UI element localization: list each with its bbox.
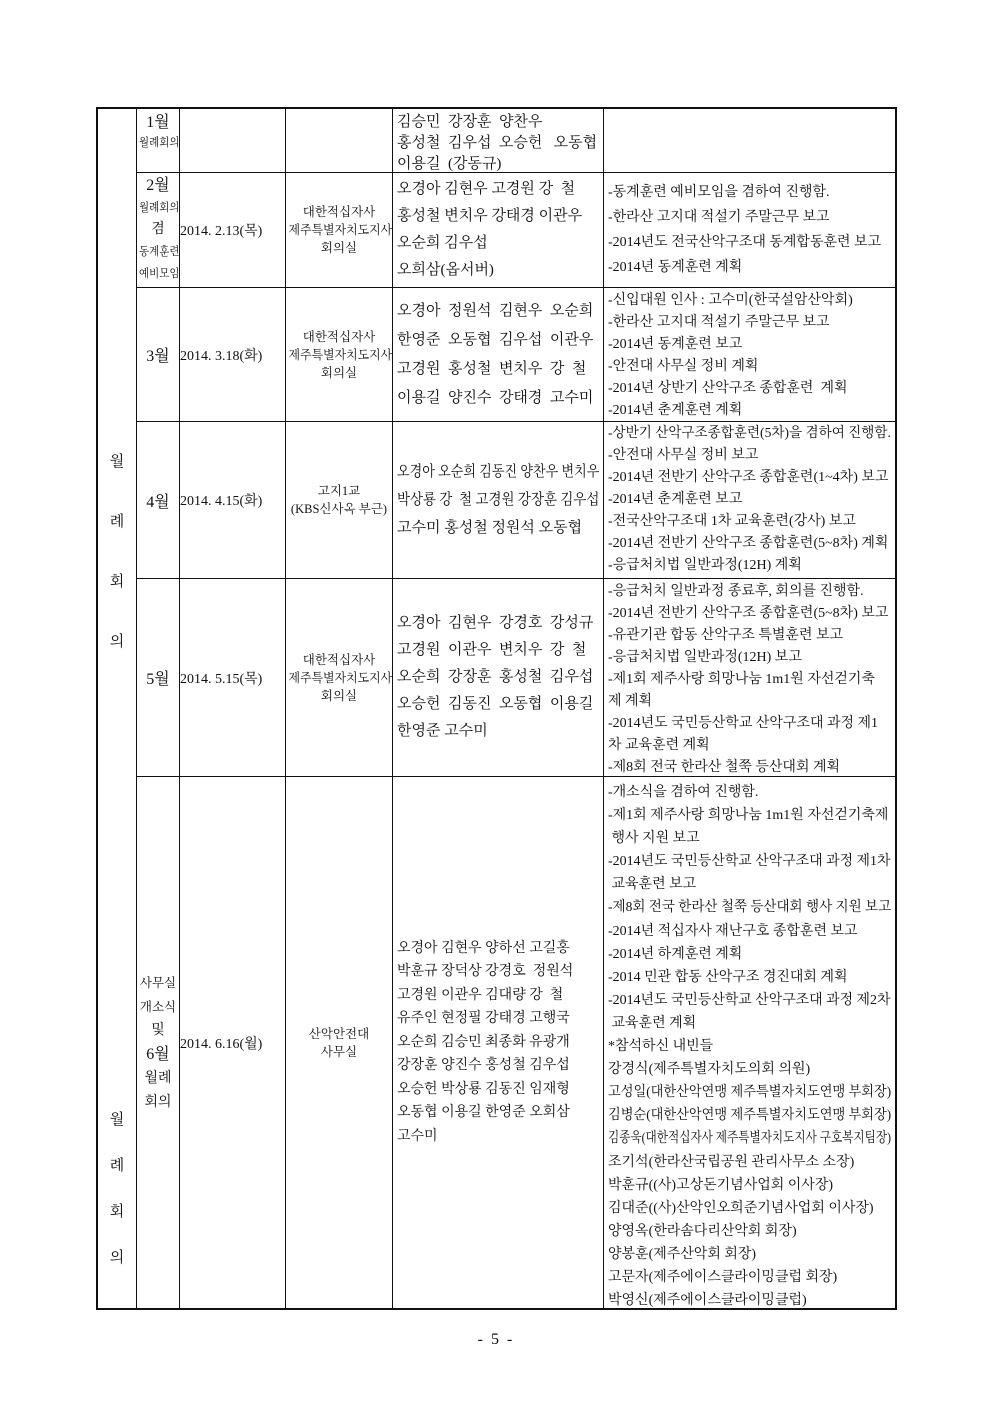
table-row-feb (137, 173, 895, 288)
group-label-char: 례 (109, 514, 125, 530)
note-line-text: 김종욱(대한적십자사 제주특별자치도지사 구호복지팀장) (608, 1131, 891, 1147)
note-line (608, 691, 893, 713)
note-line-text: -2014년 동계훈련 보고 (608, 337, 743, 352)
group-label-char: 월 (109, 454, 125, 470)
note-line (608, 1127, 893, 1150)
note-line-text: -안전대 사무실 정비 보고 (608, 448, 759, 463)
meeting-date (180, 220, 285, 240)
month-label-line (137, 995, 179, 1019)
month-label-line-text: 2월 (146, 177, 170, 194)
month-label-line-text: 월례 (144, 1070, 172, 1086)
attendee-line (397, 326, 601, 355)
note-line-text: 김병순(대한산악연맹 제주특별자치도연맹 부회장) (608, 1108, 892, 1124)
note-line-text: -2014년 상반기 산악구조 종합훈련 계획 (608, 381, 848, 396)
meeting-date (180, 345, 285, 365)
location-line-text: 사무실 (320, 1044, 358, 1059)
note-line-text: -2014 민관 합동 산악구조 경진대회 계획 (608, 969, 848, 985)
group-label-char: 의 (109, 634, 125, 650)
meeting-date-text: 2014. 3.18(화) (180, 348, 263, 364)
attendee-line-text: 고경원 이관우 김대량 강 철 (397, 987, 564, 1003)
month-cell (137, 422, 180, 578)
location-line (286, 1043, 392, 1061)
attendee-line (397, 297, 601, 326)
month-label-line-text: 회의 (144, 1094, 172, 1110)
attendee-line-text: 유주인 현정필 강태경 고행국 (397, 1011, 570, 1027)
table-row-may (137, 579, 895, 777)
note-line (608, 555, 893, 577)
month-label-line-text: 6월 (146, 1045, 170, 1063)
note-line-text: -응급처치법 일반과정(12H) 보고 (608, 650, 802, 665)
attendee-line-text: 한영준 오동협 김우섭 이관우 (397, 331, 594, 348)
note-line (608, 356, 893, 378)
page-number: - 5 - (477, 1331, 515, 1348)
date-cell (180, 109, 286, 172)
date-cell (180, 579, 286, 776)
group-label-char: 회 (109, 1204, 125, 1220)
note-line-text: 행사 지원 보고 (608, 831, 700, 847)
note-line (608, 1243, 893, 1266)
notes-cell (604, 579, 895, 776)
attendee-line-text: 홍성철 김우섭 오승헌 오동협 (397, 135, 598, 151)
date-cell (180, 288, 286, 421)
month-cell (137, 579, 180, 776)
meeting-date-text: 2014. 2.13(목) (180, 224, 263, 239)
note-line-text: 교육훈련 계획 (608, 1015, 697, 1031)
note-line-text: -안전대 사무실 정비 계획 (608, 359, 759, 374)
note-line-text: -2014년 춘계훈련 보고 (608, 492, 743, 507)
note-line (608, 489, 893, 511)
note-line (608, 827, 893, 850)
location-cell (286, 579, 393, 776)
note-line (608, 1266, 893, 1289)
location-cell (286, 109, 393, 172)
month-label-line-text: 예비모임 (139, 268, 180, 280)
attendee-line (397, 133, 601, 154)
month-label-line-text: 1월 (146, 114, 170, 131)
date-cell (180, 422, 286, 578)
attendee-line-text: 고경원 홍성철 변치우 강 철 (397, 360, 587, 377)
note-line-text: -2014년 하계훈련 계획 (608, 946, 743, 962)
note-line (608, 334, 893, 356)
note-line (608, 400, 893, 421)
month-label-line-text: 사무실 (139, 975, 177, 990)
group-label-char: 월 (109, 1112, 125, 1128)
table-row-jun (137, 777, 895, 1308)
table-row-jan (137, 109, 895, 173)
location-line (286, 482, 392, 500)
note-line (608, 290, 893, 312)
note-line-text: -개소식을 겸하여 진행함. (608, 785, 759, 800)
attendee-line (397, 1007, 601, 1031)
note-line (608, 943, 893, 966)
note-line-text: 교육훈련 보고 (608, 877, 697, 893)
location-line-text: 제주특별자치도지사 (288, 347, 393, 362)
month-label-line-text: 겸 (151, 222, 165, 237)
note-line-text: -2014년도 국민등산학교 산악구조대 과정 제2차 (608, 992, 891, 1008)
note-line (608, 966, 893, 989)
note-line-text: -2014년 전반기 산악구조 종합훈련(5~8차) 보고 (608, 606, 889, 621)
note-line (608, 581, 893, 603)
month-label-line (137, 197, 179, 219)
location-cell (286, 777, 393, 1308)
attendee-line (397, 154, 601, 172)
attendee-line-text: 오경아 김현우 양하선 고길홍 (397, 940, 570, 956)
note-line-text: -한라산 고지대 적설기 주말근무 보고 (608, 210, 830, 225)
attendee-line (397, 664, 601, 691)
attendee-line (397, 691, 601, 718)
note-line (608, 850, 893, 873)
group-label-char: 의 (109, 1250, 125, 1266)
month-label-line (137, 133, 179, 153)
note-line (608, 713, 893, 735)
attendee-line-text: 오경아 정원석 김현우 오순희 (397, 302, 594, 319)
attendee-line-text: 오동협 이용길 한영준 오회삼 (397, 1105, 570, 1121)
location-line-text: 회의실 (320, 365, 358, 380)
month-label-line (137, 175, 179, 197)
note-line (608, 920, 893, 943)
month-cell (137, 173, 180, 287)
note-line (608, 804, 893, 827)
meeting-date-text: 2014. 6.16(월) (180, 1036, 263, 1052)
note-line (608, 1081, 893, 1104)
note-line (608, 180, 893, 205)
group-label-char: 례 (109, 1158, 125, 1174)
attendee-line (397, 230, 601, 257)
location-line (286, 346, 392, 364)
note-line (608, 603, 893, 625)
note-line-text: 고문자(제주에이스클라이밍클럽 회장) (608, 1269, 838, 1285)
location-line-text: 대한적십자사 (302, 205, 376, 219)
attendee-line (397, 1101, 601, 1125)
date-cell (180, 173, 286, 287)
note-line-text: -한라산 고지대 적설기 주말근무 보고 (608, 315, 830, 330)
location-line (286, 203, 392, 221)
notes-cell (604, 288, 895, 421)
note-line-text: 제 계획 (608, 694, 653, 709)
attendee-line (397, 1078, 601, 1102)
note-line-text: -유관기관 합동 산악구조 특별훈련 보고 (608, 628, 844, 643)
month-label-line (137, 241, 179, 263)
attendee-line-text: 박상룡 강 철 고경원 강장훈 김우섭 (397, 492, 600, 508)
attendee-line-text: 김승민 강장훈 양찬우 (397, 114, 543, 130)
note-line (608, 1012, 893, 1035)
month-cell (137, 109, 180, 172)
attendee-line (397, 984, 601, 1008)
month-label-line-text: 3월 (146, 348, 170, 365)
attendees-cell (393, 422, 604, 578)
note-line (608, 896, 893, 919)
month-label-line (137, 971, 179, 995)
location-line-text: (KBS신사옥 부근) (290, 502, 388, 516)
notes-cell (604, 777, 895, 1308)
note-line (608, 423, 893, 445)
note-line-text: 고성일(대한산악연맹 제주특별자치도연맹 부회장) (608, 1085, 892, 1101)
meeting-date (180, 1033, 285, 1053)
table-row-mar (137, 288, 895, 422)
note-line-text: 양영옥(한라솜다리산악회 회장) (608, 1223, 797, 1239)
note-line (608, 1197, 893, 1220)
attendee-line-text: 오희삼(옵서버) (397, 262, 494, 278)
note-line (608, 1104, 893, 1127)
note-line (608, 781, 893, 804)
attendee-line-text: 오승헌 박상룡 김동진 임재형 (397, 1081, 570, 1097)
attendee-line (397, 937, 601, 961)
group-column (98, 109, 137, 1308)
note-line (608, 467, 893, 489)
meeting-date-text: 2014. 4.15(화) (180, 494, 263, 509)
attendee-line (397, 637, 601, 664)
note-line-text: 차 교육훈련 계획 (608, 738, 710, 753)
group-label-monthly-meeting-2 (98, 1113, 136, 1266)
location-line-text: 회의실 (320, 241, 358, 255)
attendee-line-text: 오경아 오순희 김동진 양찬우 변치우 (397, 464, 600, 480)
group-label-monthly-meeting-1 (98, 455, 136, 650)
attendees-cell (393, 579, 604, 776)
location-cell (286, 173, 393, 287)
month-label-line (137, 219, 179, 241)
attendee-line-text: 박훈규 장덕상 강경호 정원석 (397, 964, 574, 980)
location-line (286, 651, 392, 669)
location-line-text: 대한적십자사 (302, 329, 376, 344)
meeting-date (180, 490, 285, 510)
month-label-line (137, 263, 179, 285)
note-line-text: -제8회 전국 한라산 철쭉 등산대회 행사 지원 보고 (608, 900, 892, 916)
note-line-text: -제1회 제주사랑 희망나눔 1m1원 자선걷기축 (608, 672, 875, 687)
note-line (608, 230, 893, 255)
location-line-text: 회의실 (320, 688, 358, 703)
attendee-line (397, 486, 601, 514)
attendee-line (397, 458, 601, 486)
meeting-date-text: 2014. 5.15(목) (180, 671, 263, 687)
note-line-text: 강경식(제주특별자치도의회 의원) (608, 1062, 811, 1078)
month-label-line (137, 1043, 179, 1067)
notes-cell (604, 109, 895, 172)
month-label-line (137, 666, 179, 689)
location-line-text: 제주특별자치도지사 (288, 223, 393, 237)
note-line (608, 1058, 893, 1081)
note-line-text: *참석하신 내빈들 (608, 1039, 714, 1055)
group-label-char: 회 (109, 574, 125, 590)
note-line (608, 757, 893, 776)
attendee-line (397, 257, 601, 284)
note-line (608, 1289, 893, 1308)
monthly-meeting-table (96, 107, 897, 1310)
attendee-line-text: 고수미 홍성철 정원석 오동협 (397, 520, 583, 536)
location-line (286, 1025, 392, 1043)
note-line-text: -2014년 전반기 산악구조 종합훈련(1~4차) 보고 (608, 470, 889, 485)
location-line-text: 대한적십자사 (302, 652, 376, 667)
attendee-line-text: 오순희 김우섭 (397, 235, 488, 251)
note-line (608, 669, 893, 691)
note-line (608, 647, 893, 669)
note-line-text: -동계훈련 예비모임을 겸하여 진행함. (608, 185, 830, 200)
attendee-line (397, 355, 601, 384)
location-line (286, 239, 392, 257)
note-line (608, 533, 893, 555)
location-cell (286, 422, 393, 578)
month-label-line-text: 월례회의 (139, 202, 180, 214)
note-line-text: -전국산악구조대 1차 교육훈련(강사) 보고 (608, 514, 856, 529)
month-label-line-text: 월례회의 (139, 137, 180, 149)
attendee-line-text: 오경아 김현우 강경호 강성규 (397, 615, 594, 631)
note-line-text: -2014년 춘계훈련 계획 (608, 403, 743, 418)
attendee-line (397, 610, 601, 637)
location-line (286, 669, 392, 687)
attendee-line-text: 오승헌 김동진 오동협 이용길 (397, 696, 594, 712)
note-line (608, 445, 893, 467)
month-label-line (137, 113, 179, 133)
note-line-text: -제1회 제주사랑 희망나눔 1m1원 자선걷기축제 (608, 808, 889, 824)
note-line-text: -상반기 산악구조종합훈련(5차)을 겸하여 진행함. (608, 426, 891, 441)
table-rows (137, 109, 895, 1308)
note-line-text: 김대준((사)산악인오희준기념사업회 이사장) (608, 1200, 874, 1216)
location-line-text: 고지1교 (317, 484, 361, 498)
note-line-text: 조기석(한라산국립공원 관리사무소 소장) (608, 1154, 855, 1170)
note-line (608, 511, 893, 533)
month-label-line-text: 동계훈련 (139, 246, 180, 258)
note-line-text: -2014년 동계훈련 계획 (608, 260, 743, 275)
location-cell (286, 288, 393, 421)
notes-cell (604, 173, 895, 287)
attendee-line-text: 고수미 (397, 1128, 438, 1144)
note-line (608, 1151, 893, 1174)
note-line-text: -응급처치법 일반과정(12H) 계획 (608, 558, 802, 573)
meeting-date (180, 668, 285, 688)
attendee-line-text: 이용길 양진수 강태경 고수미 (397, 389, 594, 406)
notes-cell (604, 422, 895, 578)
month-label-line (137, 1019, 179, 1043)
month-label-line (137, 343, 179, 366)
month-label-line (137, 1067, 179, 1091)
month-label-line-text: 및 (151, 1022, 165, 1038)
attendees-cell (393, 173, 604, 287)
month-label-line (137, 489, 179, 512)
note-line-text: -2014년 전반기 산악구조 종합훈련(5~8차) 계획 (608, 536, 889, 551)
attendee-line (397, 384, 601, 413)
attendee-line (397, 718, 601, 745)
attendee-line (397, 203, 601, 230)
attendee-line (397, 1125, 601, 1149)
note-line-text: -2014년 적십자사 재난구호 종합훈련 보고 (608, 923, 858, 939)
attendee-line-text: 한영준 고수미 (397, 723, 488, 739)
note-line (608, 625, 893, 647)
note-line (608, 255, 893, 280)
note-line (608, 989, 893, 1012)
note-line (608, 735, 893, 757)
note-line-text: -2014년도 국민등산학교 산악구조대 과정 제1 (608, 716, 879, 731)
attendee-line (397, 960, 601, 984)
attendees-cell (393, 109, 604, 172)
month-label-line-text: 4월 (146, 493, 170, 511)
attendee-line-text: 오순희 김승민 최종화 유광개 (397, 1034, 570, 1050)
location-line (286, 500, 392, 518)
note-line-text: -제8회 전국 한라산 철쭉 등산대회 계획 (608, 760, 841, 775)
note-line-text: 박훈규((사)고상돈기념사업회 이사장) (608, 1177, 834, 1193)
attendee-line-text: 이용길 (강동규) (397, 156, 502, 172)
attendees-cell (393, 777, 604, 1308)
attendees-cell (393, 288, 604, 421)
location-line (286, 221, 392, 239)
month-cell (137, 777, 180, 1308)
note-line-text: -2014년도 국민등산학교 산악구조대 과정 제1차 (608, 854, 891, 870)
note-line-text: 양봉훈(제주산악회 회장) (608, 1246, 757, 1262)
month-label-line-text: 5월 (146, 671, 170, 688)
location-line (286, 687, 392, 705)
attendee-line-text: 고경원 이관우 변치우 강 철 (397, 642, 587, 658)
note-line-text: 박영신(제주에이스클라이밍클럽) (608, 1293, 807, 1308)
note-line (608, 1220, 893, 1243)
attendee-line (397, 176, 601, 203)
note-line (608, 312, 893, 334)
attendee-line (397, 1031, 601, 1055)
attendee-line-text: 홍성철 변치우 강태경 이관우 (397, 208, 583, 224)
location-line-text: 제주특별자치도지사 (288, 670, 393, 685)
note-line (608, 378, 893, 400)
location-line-text: 산악안전대 (308, 1026, 370, 1041)
month-label-line (137, 1091, 179, 1115)
note-line (608, 205, 893, 230)
attendee-line (397, 112, 601, 133)
month-cell (137, 288, 180, 421)
attendee-line (397, 1054, 601, 1078)
date-cell (180, 777, 286, 1308)
attendee-line-text: 오순희 강장훈 홍성철 김우섭 (397, 669, 594, 685)
attendee-line-text: 오경아 김현우 고경원 강 철 (397, 181, 576, 197)
note-line (608, 873, 893, 896)
month-label-line-text: 개소식 (139, 999, 177, 1014)
location-line (286, 364, 392, 382)
note-line (608, 1035, 893, 1058)
note-line-text: -응급처치 일반과정 종료후, 회의를 진행함. (608, 584, 864, 599)
note-line (608, 1174, 893, 1197)
note-line-text: -신입대원 인사 : 고수미(한국설암산악회) (608, 293, 853, 308)
attendee-line-text: 강장훈 양진수 홍성철 김우섭 (397, 1058, 570, 1074)
attendee-line (397, 514, 601, 542)
note-line-text: -2014년도 전국산악구조대 동계합동훈련 보고 (608, 235, 882, 250)
location-line (286, 328, 392, 346)
table-row-apr (137, 422, 895, 579)
